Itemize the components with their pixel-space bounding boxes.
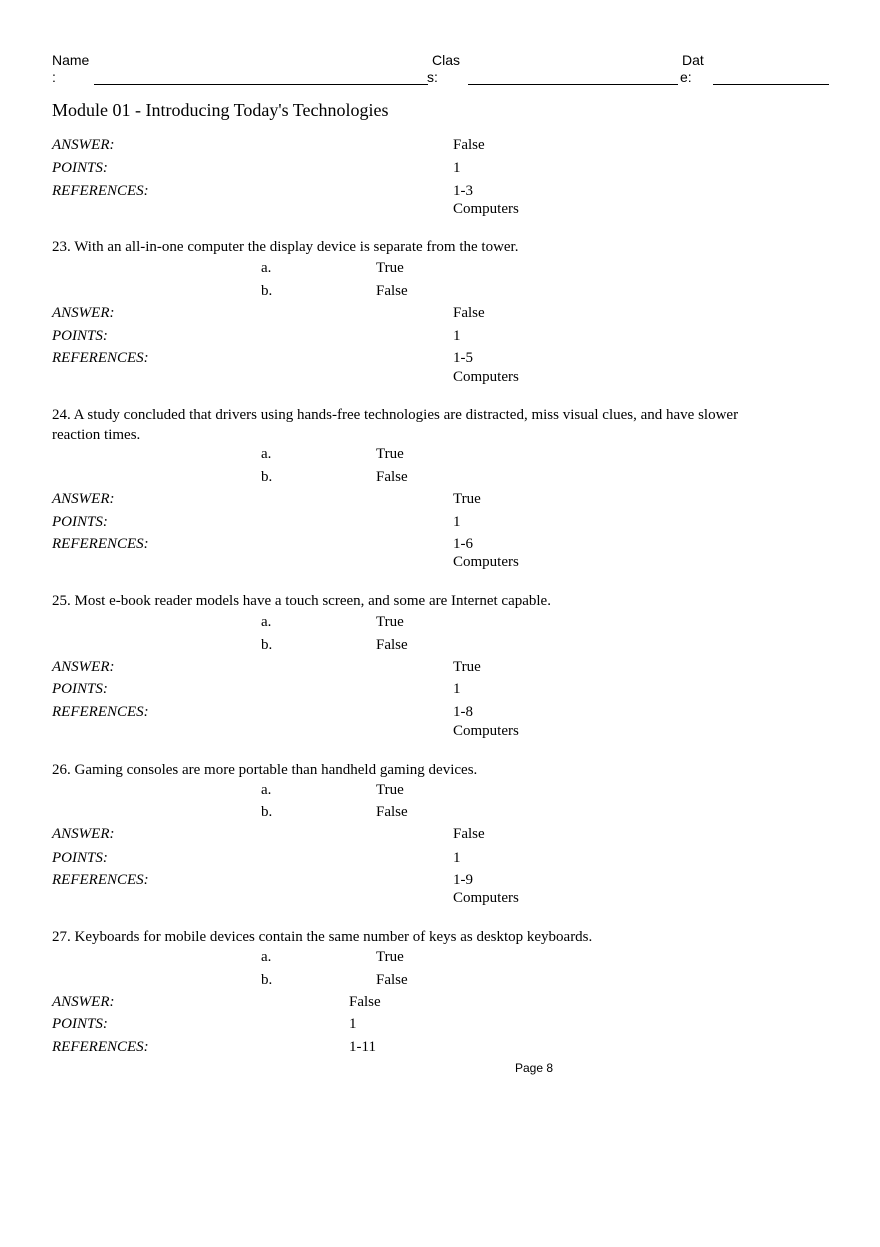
references-value: 1-11 xyxy=(349,1039,376,1055)
points-value: 1 xyxy=(453,160,461,176)
option-b-false[interactable]: False xyxy=(376,637,408,653)
option-b-label: b. xyxy=(261,283,273,299)
question-text: 24. A study concluded that drivers using hands-free technologies are distracted, miss visual clues, and have slower xyxy=(52,407,739,423)
answer-value: False xyxy=(453,137,485,153)
references-label: REFERENCES: xyxy=(52,1039,149,1055)
points-value: 1 xyxy=(453,328,461,344)
option-b-label: b. xyxy=(261,469,273,485)
references-value: 1-3 xyxy=(453,183,473,199)
references-label: REFERENCES: xyxy=(52,536,149,552)
references-topic: Computers xyxy=(453,369,519,385)
page-number: Page 8 xyxy=(515,1061,554,1075)
option-b-false[interactable]: False xyxy=(376,804,408,820)
answer-value: False xyxy=(349,994,381,1010)
option-b-false[interactable]: False xyxy=(376,283,408,299)
option-a-label: a. xyxy=(261,446,272,462)
references-value: 1-8 xyxy=(453,704,473,720)
answer-value: True xyxy=(453,491,481,507)
references-label: REFERENCES: xyxy=(52,350,149,366)
option-b-false[interactable]: False xyxy=(376,972,408,988)
class-label-cont: s: xyxy=(427,69,438,85)
option-a-true[interactable]: True xyxy=(376,782,404,798)
date-label: Dat xyxy=(682,52,704,68)
answer-label: ANSWER: xyxy=(52,994,115,1010)
points-label: POINTS: xyxy=(52,850,108,866)
references-label: REFERENCES: xyxy=(52,872,149,888)
option-a-label: a. xyxy=(261,949,272,965)
option-a-label: a. xyxy=(261,260,272,276)
points-value: 1 xyxy=(453,850,461,866)
references-value: 1-9 xyxy=(453,872,473,888)
references-topic: Computers xyxy=(453,201,519,217)
references-value: 1-5 xyxy=(453,350,473,366)
points-label: POINTS: xyxy=(52,328,108,344)
answer-value: False xyxy=(453,305,485,321)
references-label: REFERENCES: xyxy=(52,704,149,720)
points-label: POINTS: xyxy=(52,1016,108,1032)
points-label: POINTS: xyxy=(52,160,108,176)
option-b-label: b. xyxy=(261,972,273,988)
references-label: REFERENCES: xyxy=(52,183,149,199)
name-field-line[interactable] xyxy=(94,84,428,85)
points-value: 1 xyxy=(453,514,461,530)
points-label: POINTS: xyxy=(52,514,108,530)
option-a-label: a. xyxy=(261,782,272,798)
option-a-true[interactable]: True xyxy=(376,614,404,630)
name-colon: : xyxy=(52,69,56,85)
option-b-label: b. xyxy=(261,804,273,820)
class-label: Clas xyxy=(432,52,461,68)
references-topic: Computers xyxy=(453,554,519,570)
answer-label: ANSWER: xyxy=(52,659,115,675)
name-label: Name xyxy=(52,52,90,68)
question-text: 23. With an all-in-one computer the display device is separate from the tower. xyxy=(52,239,519,255)
answer-label: ANSWER: xyxy=(52,305,115,321)
option-a-true[interactable]: True xyxy=(376,260,404,276)
option-b-false[interactable]: False xyxy=(376,469,408,485)
question-text: 27. Keyboards for mobile devices contain the same number of keys as desktop keyboards. xyxy=(52,929,593,945)
answer-value: False xyxy=(453,826,485,842)
references-value: 1-6 xyxy=(453,536,473,552)
answer-label: ANSWER: xyxy=(52,137,115,153)
answer-label: ANSWER: xyxy=(52,491,115,507)
date-label-cont: e: xyxy=(680,69,692,85)
references-topic: Computers xyxy=(453,723,519,739)
date-field-line[interactable] xyxy=(713,84,829,85)
option-a-true[interactable]: True xyxy=(376,446,404,462)
page-title: Module 01 - Introducing Today's Technologies xyxy=(52,100,389,120)
option-a-true[interactable]: True xyxy=(376,949,404,965)
points-label: POINTS: xyxy=(52,681,108,697)
question-text-cont: reaction times. xyxy=(52,427,141,443)
references-topic: Computers xyxy=(453,890,519,906)
class-field-line[interactable] xyxy=(468,84,678,85)
question-text: 25. Most e-book reader models have a touch screen, and some are Internet capable. xyxy=(52,593,551,609)
points-value: 1 xyxy=(349,1016,357,1032)
points-value: 1 xyxy=(453,681,461,697)
answer-label: ANSWER: xyxy=(52,826,115,842)
question-text: 26. Gaming consoles are more portable than handheld gaming devices. xyxy=(52,762,478,778)
option-b-label: b. xyxy=(261,637,273,653)
option-a-label: a. xyxy=(261,614,272,630)
answer-value: True xyxy=(453,659,481,675)
